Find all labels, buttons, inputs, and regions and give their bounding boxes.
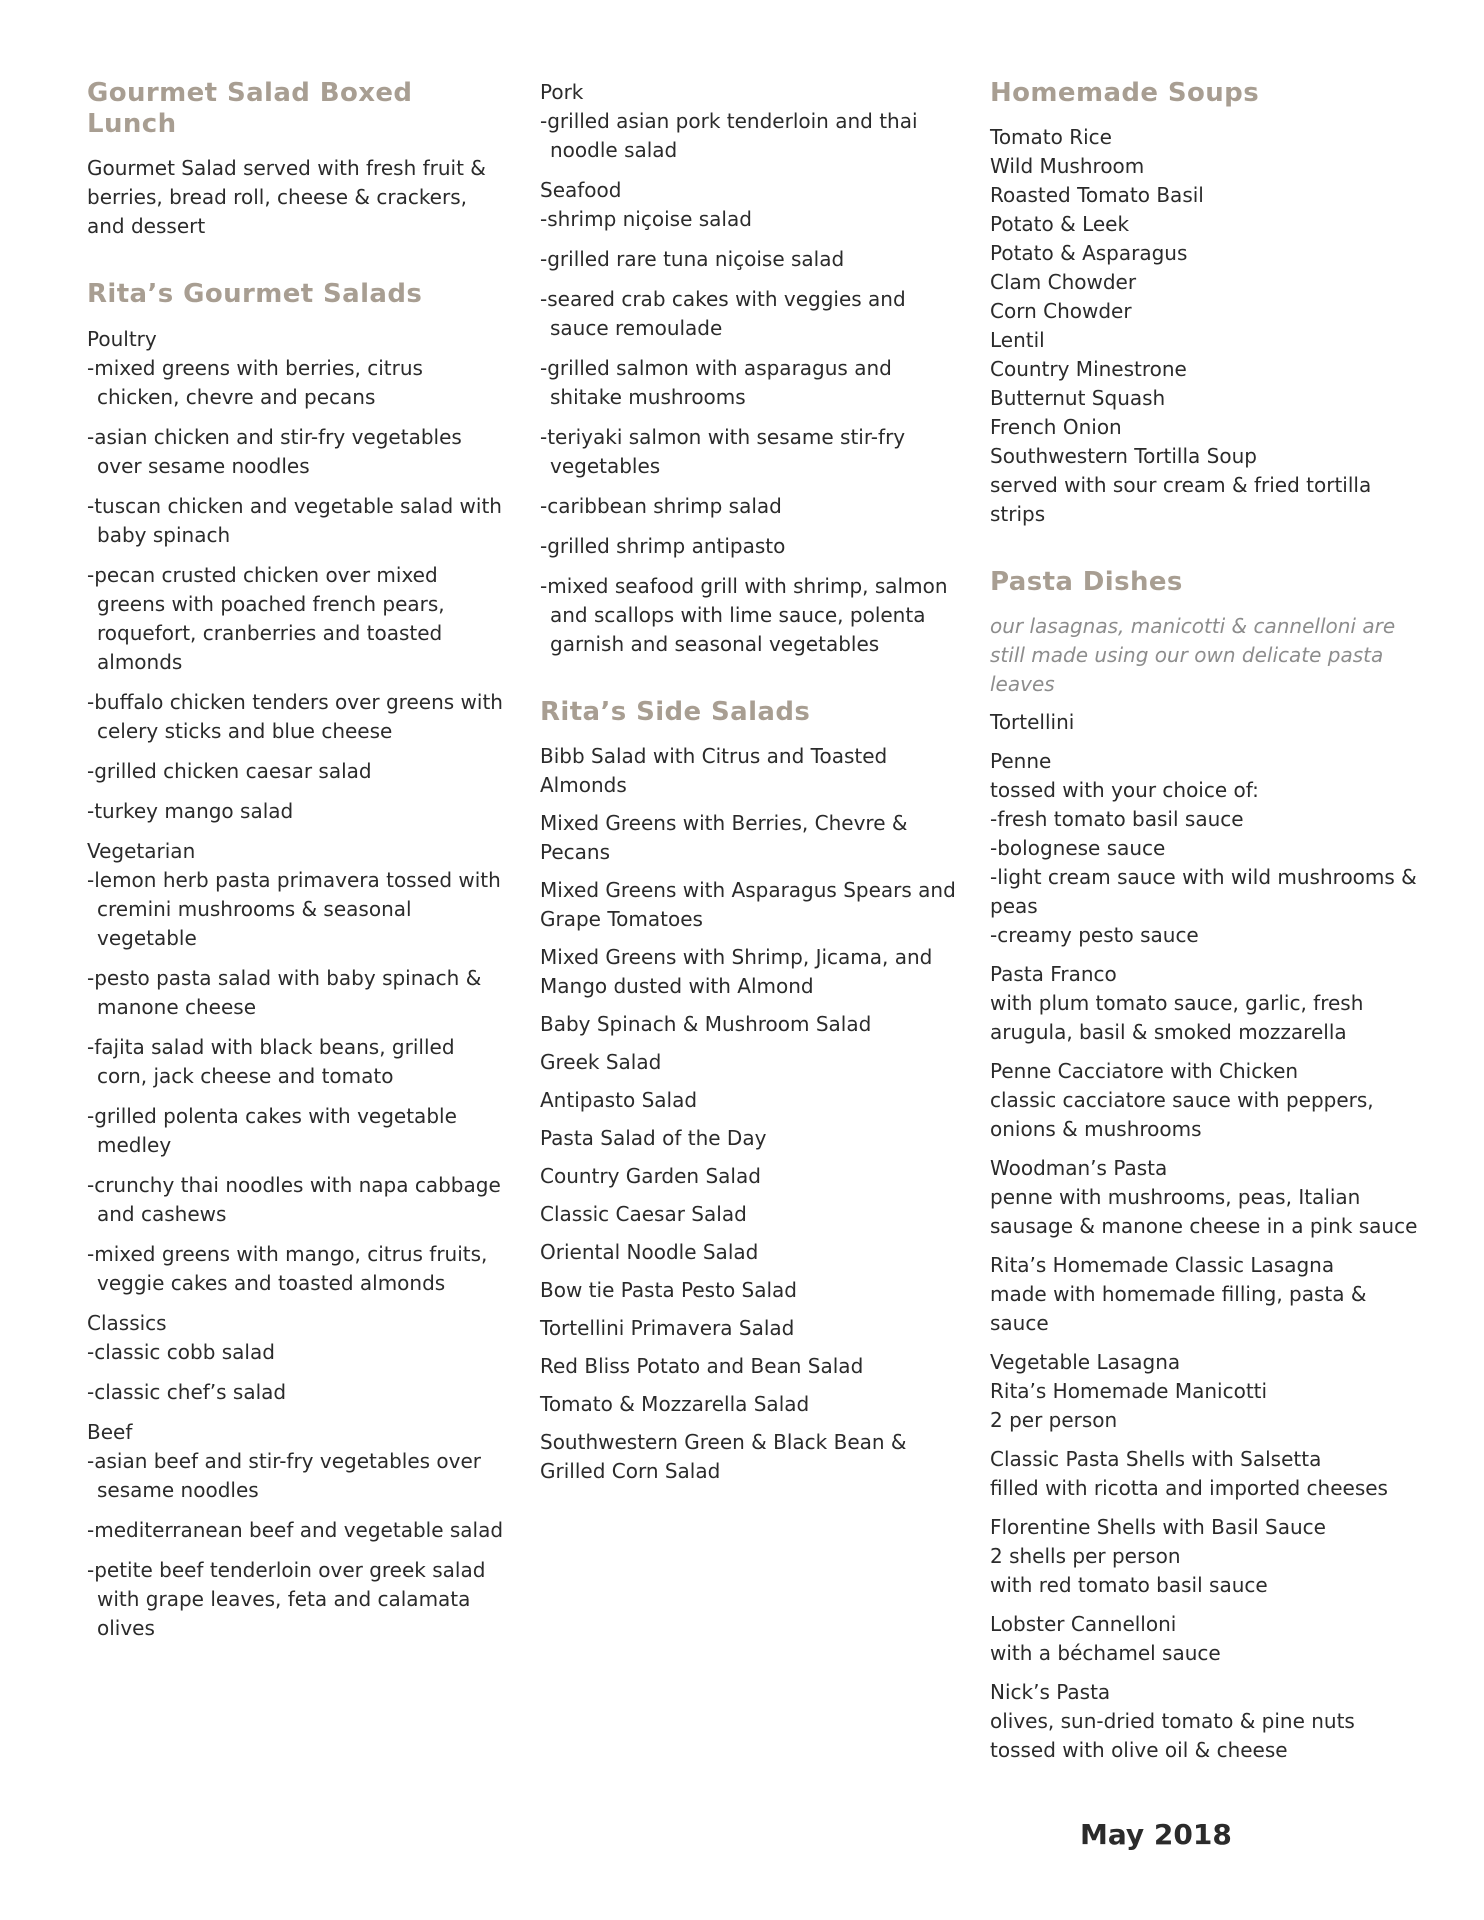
pasta-dish [990, 1348, 1420, 1435]
section-boxed-lunch [87, 78, 507, 241]
salad-group-label: Vegetarian [87, 838, 196, 863]
heading-pasta: Pasta Dishes [990, 567, 1183, 598]
soup-item: Country Minestrone [990, 357, 1187, 382]
salad-item: -buffalo chicken tenders over greens with celery sticks and blue cheese [87, 689, 503, 743]
salad-item: -mixed greens with berries, citrus chicken, chevre and pecans [87, 355, 423, 409]
pasta-dish-name: Pasta Franco [990, 962, 1117, 987]
pasta-dish [990, 960, 1420, 1047]
pasta-dish [990, 1154, 1420, 1241]
pasta-dish-detail: -light cream sauce with wild mushrooms & peas [990, 865, 1417, 919]
pasta-dish-detail: olives, sun-dried tomato & pine nuts tossed with olive oil & cheese [990, 1709, 1355, 1763]
pasta-dish [990, 708, 1420, 737]
side-salad-item: Mixed Greens with Berries, Chevre & Pecans [540, 811, 908, 865]
salad-item: -mediterranean beef and vegetable salad [87, 1517, 504, 1542]
side-salad-item: Southwestern Green & Black Bean & Grilled Corn Salad [540, 1430, 907, 1484]
soup-item: Clam Chowder [990, 270, 1137, 295]
pasta-dish-detail: with red tomato basil sauce [990, 1573, 1268, 1598]
salad-item: -classic cobb salad [87, 1339, 275, 1364]
pasta-dish [990, 747, 1420, 950]
soup-item: French Onion [990, 415, 1122, 440]
pasta-dish [990, 1678, 1420, 1765]
salad-group-poultry [87, 325, 507, 826]
heading-soups: Homemade Soups [990, 78, 1260, 108]
soup-item: Potato & Leek [990, 212, 1130, 237]
side-salad-item: Pasta Salad of the Day [540, 1126, 767, 1151]
salad-item: -lemon herb pasta primavera tossed with cremini mushrooms & seasonal vegetable [87, 867, 501, 950]
pasta-dish-detail: -fresh tomato basil sauce [990, 807, 1244, 832]
salad-group-pork [540, 78, 960, 165]
soup-item: Lentil [990, 328, 1045, 353]
salad-item: -grilled polenta cakes with vegetable medley [87, 1103, 457, 1157]
soup-item: Corn Chowder [990, 299, 1132, 324]
pasta-dish-name: Tortellini [990, 710, 1075, 735]
side-salad-item: Bow tie Pasta Pesto Salad [540, 1278, 797, 1303]
salad-group-label: Beef [87, 1419, 133, 1444]
soup-item: Southwestern Tortilla Soup [990, 444, 1257, 469]
side-salad-item: Oriental Noodle Salad [540, 1240, 759, 1265]
pasta-dish-detail: filled with ricotta and imported cheeses [990, 1476, 1388, 1501]
salad-group-seafood [540, 176, 960, 659]
salad-item: -tuscan chicken and vegetable salad with baby spinach [87, 493, 502, 547]
pasta-dish-name: Woodman’s Pasta [990, 1156, 1168, 1181]
pasta-dish-name: Florentine Shells with Basil Sauce [990, 1515, 1326, 1540]
pasta-dish-detail: with plum tomato sauce, garlic, fresh arugula, basil & smoked mozzarella [990, 991, 1364, 1045]
side-salad-item: Mixed Greens with Shrimp, Jicama, and Mango dusted with Almond [540, 945, 933, 999]
salad-group-vegetarian [87, 837, 507, 1298]
salad-group-classics [87, 1309, 507, 1407]
salad-item: -asian chicken and stir-fry vegetables over sesame noodles [87, 424, 462, 478]
pasta-dish-detail: tossed with your choice of: [990, 778, 1259, 803]
column-left [87, 78, 507, 1681]
pasta-dish-detail: -creamy pesto sauce [990, 923, 1199, 948]
pasta-dish-name: Lobster Cannelloni [990, 1612, 1177, 1637]
pasta-dish [990, 1057, 1420, 1144]
pasta-dish-detail: -bolognese sauce [990, 836, 1166, 861]
side-salad-item: Greek Salad [540, 1050, 662, 1075]
salad-item: -asian beef and stir-fry vegetables over sesame noodles [87, 1448, 482, 1502]
pasta-dish [990, 1445, 1420, 1503]
salad-item: -shrimp niçoise salad [540, 207, 752, 231]
menu-date: May 2018 [1080, 1818, 1232, 1851]
side-salad-item: Country Garden Salad [540, 1164, 761, 1189]
boxed-lunch-description: Gourmet Salad served with fresh fruit & berries, bread roll, cheese & crackers, and dessert [87, 156, 486, 239]
salad-item: -teriyaki salmon with sesame stir-fry vegetables [540, 425, 906, 478]
salad-item: -grilled chicken caesar salad [87, 758, 372, 783]
pasta-intro: our lasagnas, manicotti & cannelloni are still made using our own delicate pasta leaves [990, 614, 1396, 697]
pasta-dish-detail: Rita’s Homemade Manicotti [990, 1379, 1268, 1404]
salad-group-label: Classics [87, 1310, 167, 1335]
heading-boxed-lunch: Gourmet Salad Boxed Lunch [87, 78, 413, 140]
soup-item: Tomato Rice [990, 125, 1112, 150]
salad-item: -classic chef’s salad [87, 1379, 287, 1404]
section-soups [990, 78, 1420, 529]
salad-item: -fajita salad with black beans, grilled corn, jack cheese and tomato [87, 1034, 455, 1088]
salad-item: -petite beef tenderloin over greek salad with grape leaves, feta and calamata olives [87, 1557, 486, 1640]
salad-group-beef [87, 1418, 507, 1643]
section-pasta [990, 567, 1420, 1765]
salad-item: -mixed seafood grill with shrimp, salmon and scallops with lime sauce, polenta garnish and seasonal vegetables [540, 574, 948, 656]
pasta-dish-name: Penne [990, 749, 1052, 774]
column-right [990, 78, 1420, 1803]
side-salad-item: Tortellini Primavera Salad [540, 1316, 795, 1341]
pasta-dish-name: Penne Cacciatore with Chicken [990, 1059, 1299, 1084]
salad-item: -grilled shrimp antipasto [540, 534, 786, 558]
side-salad-item: Mixed Greens with Asparagus Spears and Grape Tomatoes [540, 878, 956, 932]
salad-item: -seared crab cakes with veggies and sauce remoulade [540, 287, 906, 340]
section-side-salads [540, 697, 960, 1486]
heading-side-salads: Rita’s Side Salads [540, 697, 811, 727]
salad-item: -caribbean shrimp salad [540, 494, 782, 518]
pasta-dish-detail: with a béchamel sauce [990, 1641, 1221, 1666]
soup-item: Wild Mushroom [990, 154, 1145, 179]
pasta-dish-detail: 2 shells per person [990, 1544, 1181, 1569]
salad-item: -mixed greens with mango, citrus fruits, veggie cakes and toasted almonds [87, 1241, 488, 1295]
pasta-dish-name: Vegetable Lasagna [990, 1350, 1181, 1375]
column-middle [540, 78, 960, 1524]
soup-item: Roasted Tomato Basil [990, 183, 1204, 208]
side-salad-item: Antipasto Salad [540, 1088, 698, 1113]
salad-group-label: Pork [540, 80, 584, 104]
pasta-dish-detail: made with homemade filling, pasta & sauce [990, 1282, 1367, 1336]
side-salad-item: Bibb Salad with Citrus and Toasted Almonds [540, 744, 888, 798]
section-gourmet-salads [87, 279, 507, 1642]
salad-group-label: Seafood [540, 178, 622, 202]
salad-item: -pecan crusted chicken over mixed greens with poached french pears, roquefort, cranberries and toasted almonds [87, 562, 445, 674]
heading-gourmet-salads: Rita’s Gourmet Salads [87, 279, 423, 310]
pasta-dish [990, 1610, 1420, 1668]
pasta-dish [990, 1513, 1420, 1600]
pasta-dish-detail: penne with mushrooms, peas, Italian sausage & manone cheese in a pink sauce [990, 1185, 1418, 1239]
side-salad-item: Tomato & Mozzarella Salad [540, 1392, 810, 1417]
salad-item: -grilled rare tuna niçoise salad [540, 247, 845, 271]
pasta-dish-detail: 2 per person [990, 1408, 1118, 1433]
salad-item: -pesto pasta salad with baby spinach & manone cheese [87, 965, 482, 1019]
soup-item: Butternut Squash [990, 386, 1166, 411]
salad-item: -crunchy thai noodles with napa cabbage and cashews [87, 1172, 501, 1226]
salad-item: -grilled salmon with asparagus and shitake mushrooms [540, 356, 892, 409]
pasta-dish-name: Classic Pasta Shells with Salsetta [990, 1447, 1322, 1472]
pasta-dish-detail: classic cacciatore sauce with peppers, onions & mushrooms [990, 1088, 1374, 1142]
side-salad-item: Baby Spinach & Mushroom Salad [540, 1012, 872, 1037]
soup-item: served with sour cream & fried tortilla strips [990, 473, 1372, 527]
salad-group-label: Poultry [87, 326, 157, 351]
pasta-dish-name: Nick’s Pasta [990, 1680, 1111, 1705]
salad-item: -grilled asian pork tenderloin and thai noodle salad [540, 109, 918, 162]
pasta-dish [990, 1251, 1420, 1338]
side-salad-item: Red Bliss Potato and Bean Salad [540, 1354, 864, 1379]
pasta-dish-name: Rita’s Homemade Classic Lasagna [990, 1253, 1335, 1278]
soup-item: Potato & Asparagus [990, 241, 1188, 266]
salad-item: -turkey mango salad [87, 798, 294, 823]
side-salad-item: Classic Caesar Salad [540, 1202, 747, 1227]
